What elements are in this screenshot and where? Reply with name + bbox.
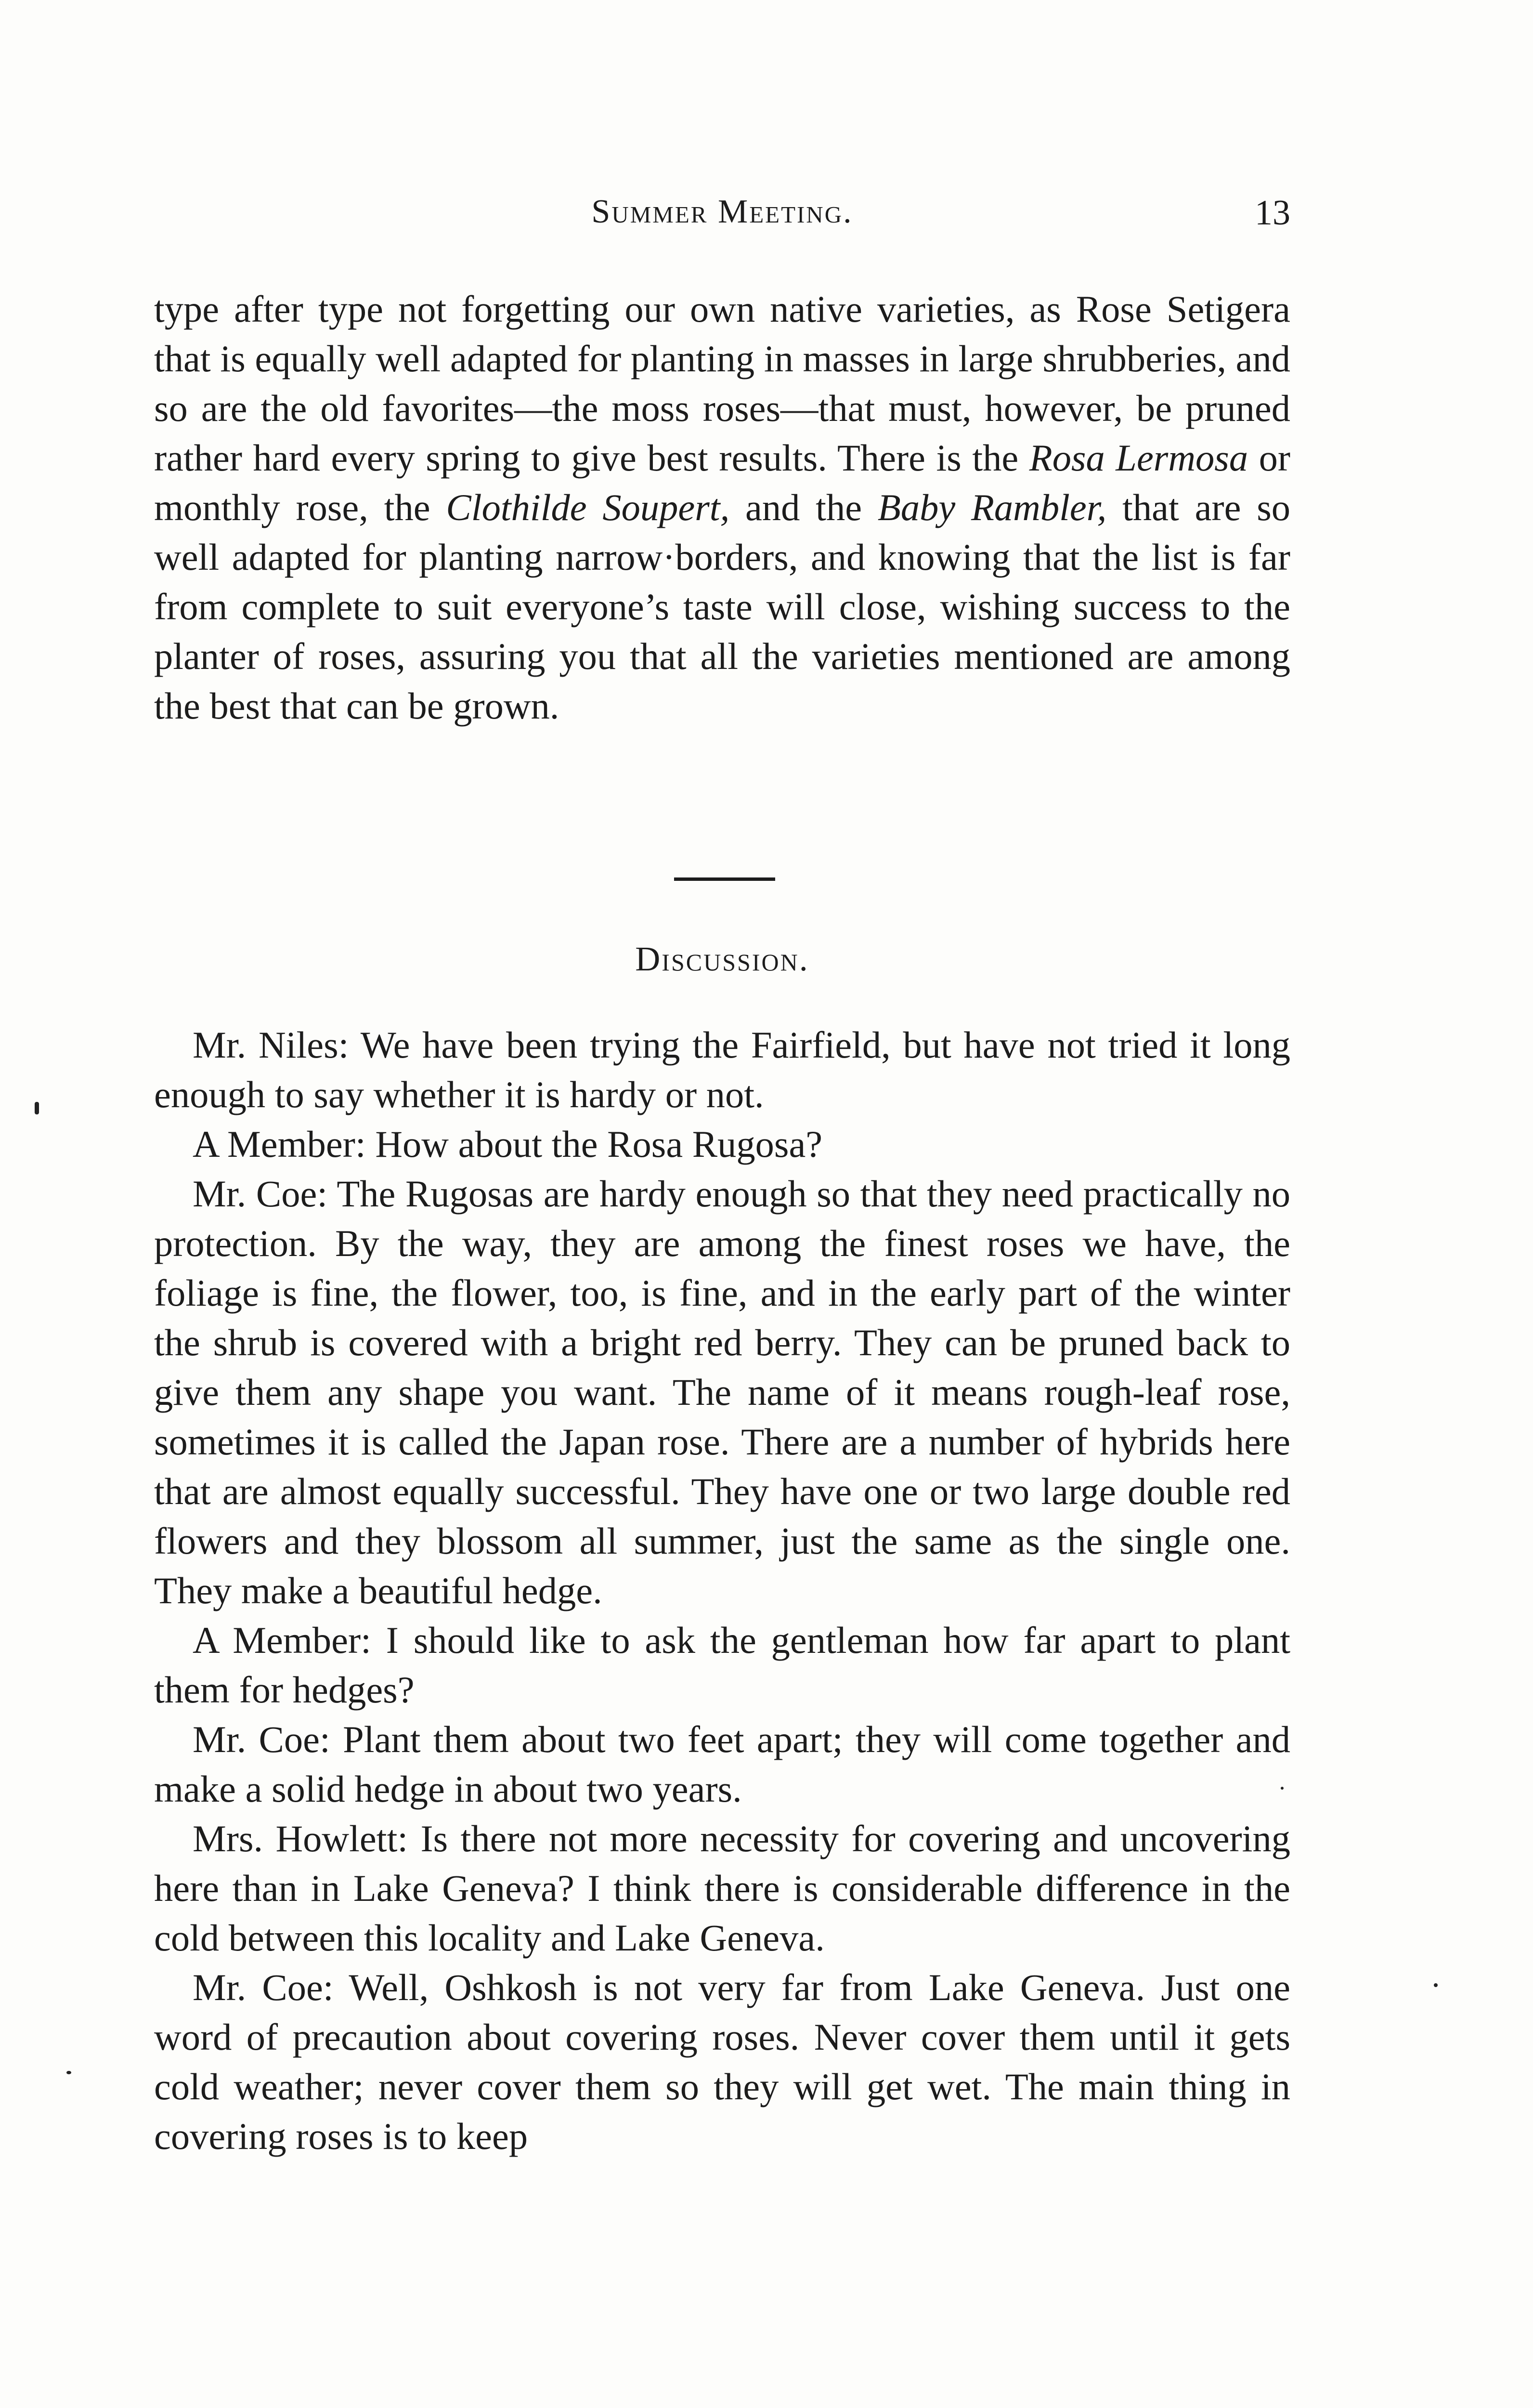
margin-speck xyxy=(35,1102,39,1114)
discussion-paragraph: A Member: How about the Rosa Rugosa? xyxy=(193,1123,823,1165)
discussion-paragraph: Mr. Niles: We have been trying the Fairfield, but have not tried it long enough to say whether it is hardy or not. xyxy=(154,1024,1290,1115)
italic-baby-rambler: Baby Rambler, xyxy=(877,486,1107,528)
discussion-paragraph: Mrs. Howlett: Is there not more necessity for covering and uncovering here than in Lake Geneva? I think there is considerable difference in the cold between this locality and Lake Geneva. xyxy=(154,1818,1290,1959)
intro-text-3: and the xyxy=(729,486,878,528)
intro-text-2: or monthly rose, the xyxy=(154,437,1290,528)
margin-speck xyxy=(1434,1983,1438,1987)
margin-speck xyxy=(66,2071,71,2074)
italic-clothilde-soupert: Clothilde Soupert, xyxy=(446,486,730,528)
discussion-paragraph: A Member: I should like to ask the gentleman how far apart to plant them for hedges? xyxy=(154,1619,1290,1711)
running-title: Summer Meeting. xyxy=(591,193,853,230)
page-number: 13 xyxy=(1255,193,1290,233)
intro-text-4: that are so well adapted for planting narrow·borders, and knowing that the list is far from complete to suit everyone’s taste will close, wishing success to the planter of roses, assuring you that all the varieties mentioned are among the best that can be grown. xyxy=(154,486,1291,727)
intro-text-1: type after type not forgetting our own native varieties, as Rose Setigera that is equally well adapted for planting in masses in large shrubberies, and so are the old favorites—the moss roses—that must, however, be pruned rather hard every spring to give best results. There is the xyxy=(154,288,1290,479)
intro-text-block xyxy=(154,284,1290,731)
margin-speck xyxy=(1281,1787,1284,1790)
italic-rosa-lermosa: Rosa Lermosa xyxy=(1029,437,1248,479)
intro-paragraph xyxy=(154,284,1290,731)
discussion-text-block xyxy=(154,1020,1290,2161)
discussion-paragraph: Mr. Coe: Plant them about two feet apart; they will come together and make a solid hedge in about two years. xyxy=(154,1718,1290,1810)
running-head xyxy=(154,193,1290,236)
section-divider xyxy=(674,877,775,881)
discussion-paragraph: Mr. Coe: The Rugosas are hardy enough so that they need practically no protection. By the way, they are among the finest roses we have, the foliage is fine, the flower, too, is fine, and in the early part of the winter the shrub is covered with a bright red berry. They can be pruned back to give them any shape you want. The name of it means rough-leaf rose, sometimes it is called the Japan rose. There are a number of hybrids here that are almost equally successful. They have one or two large double red flowers and they blossom all summer, just the same as the single one. They make a beautiful hedge. xyxy=(154,1173,1290,1611)
discussion-paragraph: Mr. Coe: Well, Oshkosh is not very far from Lake Geneva. Just one word of precaution about covering roses. Never cover them until it gets cold weather; never cover them so they will get wet. The main thing in covering roses is to keep xyxy=(154,1966,1290,2157)
section-heading: Discussion. xyxy=(635,940,809,978)
